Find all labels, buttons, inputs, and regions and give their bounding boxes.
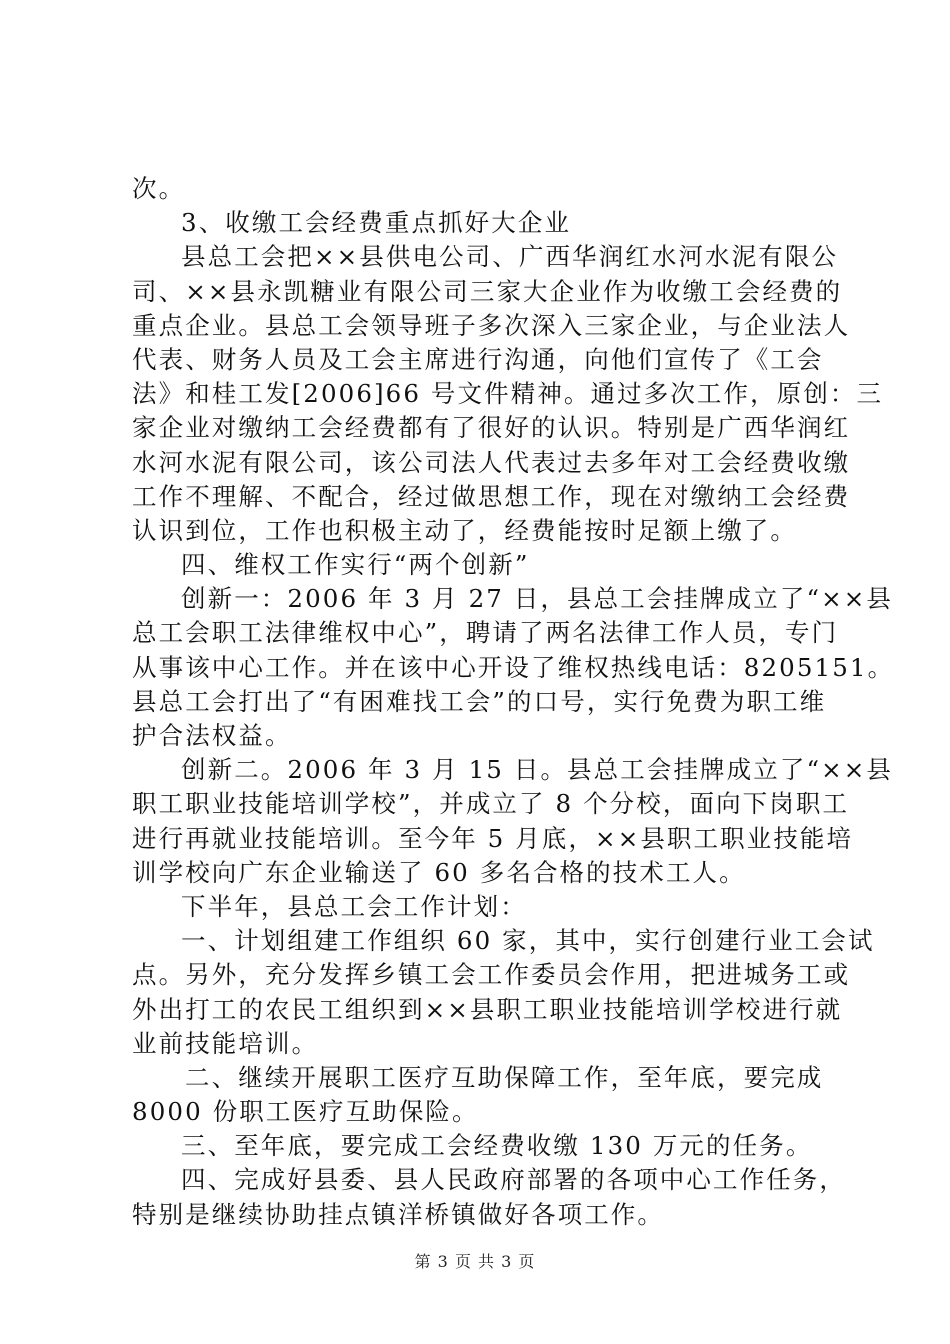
text-line: 工作不理解、不配合，经过做思想工作，现在对缴纳工会经费: [132, 481, 851, 511]
text-line: 创新一：2006 年 3 月 27 日，县总工会挂牌成立了“××县: [181, 584, 893, 614]
text-line: 二、继续开展职工医疗互助保障工作，至年底，要完成: [185, 1062, 824, 1092]
text-line: 特别是继续协助挂点镇洋桥镇做好各项工作。: [132, 1199, 664, 1229]
page-number-footer: 第 3 页 共 3 页: [414, 1252, 536, 1271]
text-line: 县总工会打出了“有困难找工会”的口号，实行免费为职工维: [132, 686, 827, 716]
text-line: 认识到位，工作也积极主动了，经费能按时足额上缴了。: [132, 515, 797, 545]
text-line: 外出打工的农民工组织到××县职工职业技能培训学校进行就: [132, 994, 843, 1024]
text-line: 点。另外，充分发挥乡镇工会工作委员会作用，把进城务工或: [132, 960, 851, 990]
text-line: 职工职业技能培训学校”，并成立了 8 个分校，面向下岗职工: [132, 789, 850, 819]
text-line: 次。: [132, 174, 186, 203]
text-line: 重点企业。县总工会领导班子多次深入三家企业，与企业法人: [132, 310, 851, 340]
text-line: 代表、财务人员及工会主席进行沟通，向他们宣传了《工会: [132, 344, 824, 374]
section-heading: 下半年，县总工会工作计划：: [181, 891, 527, 921]
text-line: 从事该中心工作。并在该中心开设了维权热线电话：8205151。: [132, 652, 895, 682]
section-heading: 3、收缴工会经费重点抓好大企业: [181, 208, 572, 238]
text-line: 训学校向广东企业输送了 60 多名合格的技术工人。: [132, 857, 746, 887]
text-line: 法》和桂工发[2006]66 号文件精神。通过多次工作，原创：三: [132, 379, 884, 409]
section-heading: 四、维权工作实行“两个创新”: [181, 550, 530, 580]
text-line: 水河水泥有限公司，该公司法人代表过去多年对工会经费收缴: [132, 447, 851, 477]
text-line: 创新二。2006 年 3 月 15 日。县总工会挂牌成立了“××县: [181, 755, 893, 785]
text-line: 三、至年底，要完成工会经费收缴 130 万元的任务。: [181, 1131, 813, 1161]
document-body: [132, 172, 895, 1232]
text-line: 司、××县永凯糖业有限公司三家大企业作为收缴工会经费的: [132, 276, 843, 306]
text-line: 进行再就业技能培训。至今年 5 月底，××县职工职业技能培: [132, 823, 854, 853]
text-line: 一、计划组建工作组织 60 家，其中，实行创建行业工会试: [181, 926, 875, 956]
text-line: 县总工会把××县供电公司、广西华润红水河水泥有限公: [181, 242, 839, 272]
text-line: 业前技能培训。: [132, 1028, 319, 1058]
text-line: 家企业对缴纳工会经费都有了很好的认识。特别是广西华润红: [132, 413, 851, 443]
text-line: 四、完成好县委、县人民政府部署的各项中心工作任务，: [181, 1165, 846, 1195]
text-line: 总工会职工法律维权中心”，聘请了两名法律工作人员，专门: [132, 618, 839, 648]
text-line: 护合法权益。: [132, 721, 292, 750]
text-line: 8000 份职工医疗互助保险。: [132, 1097, 479, 1127]
